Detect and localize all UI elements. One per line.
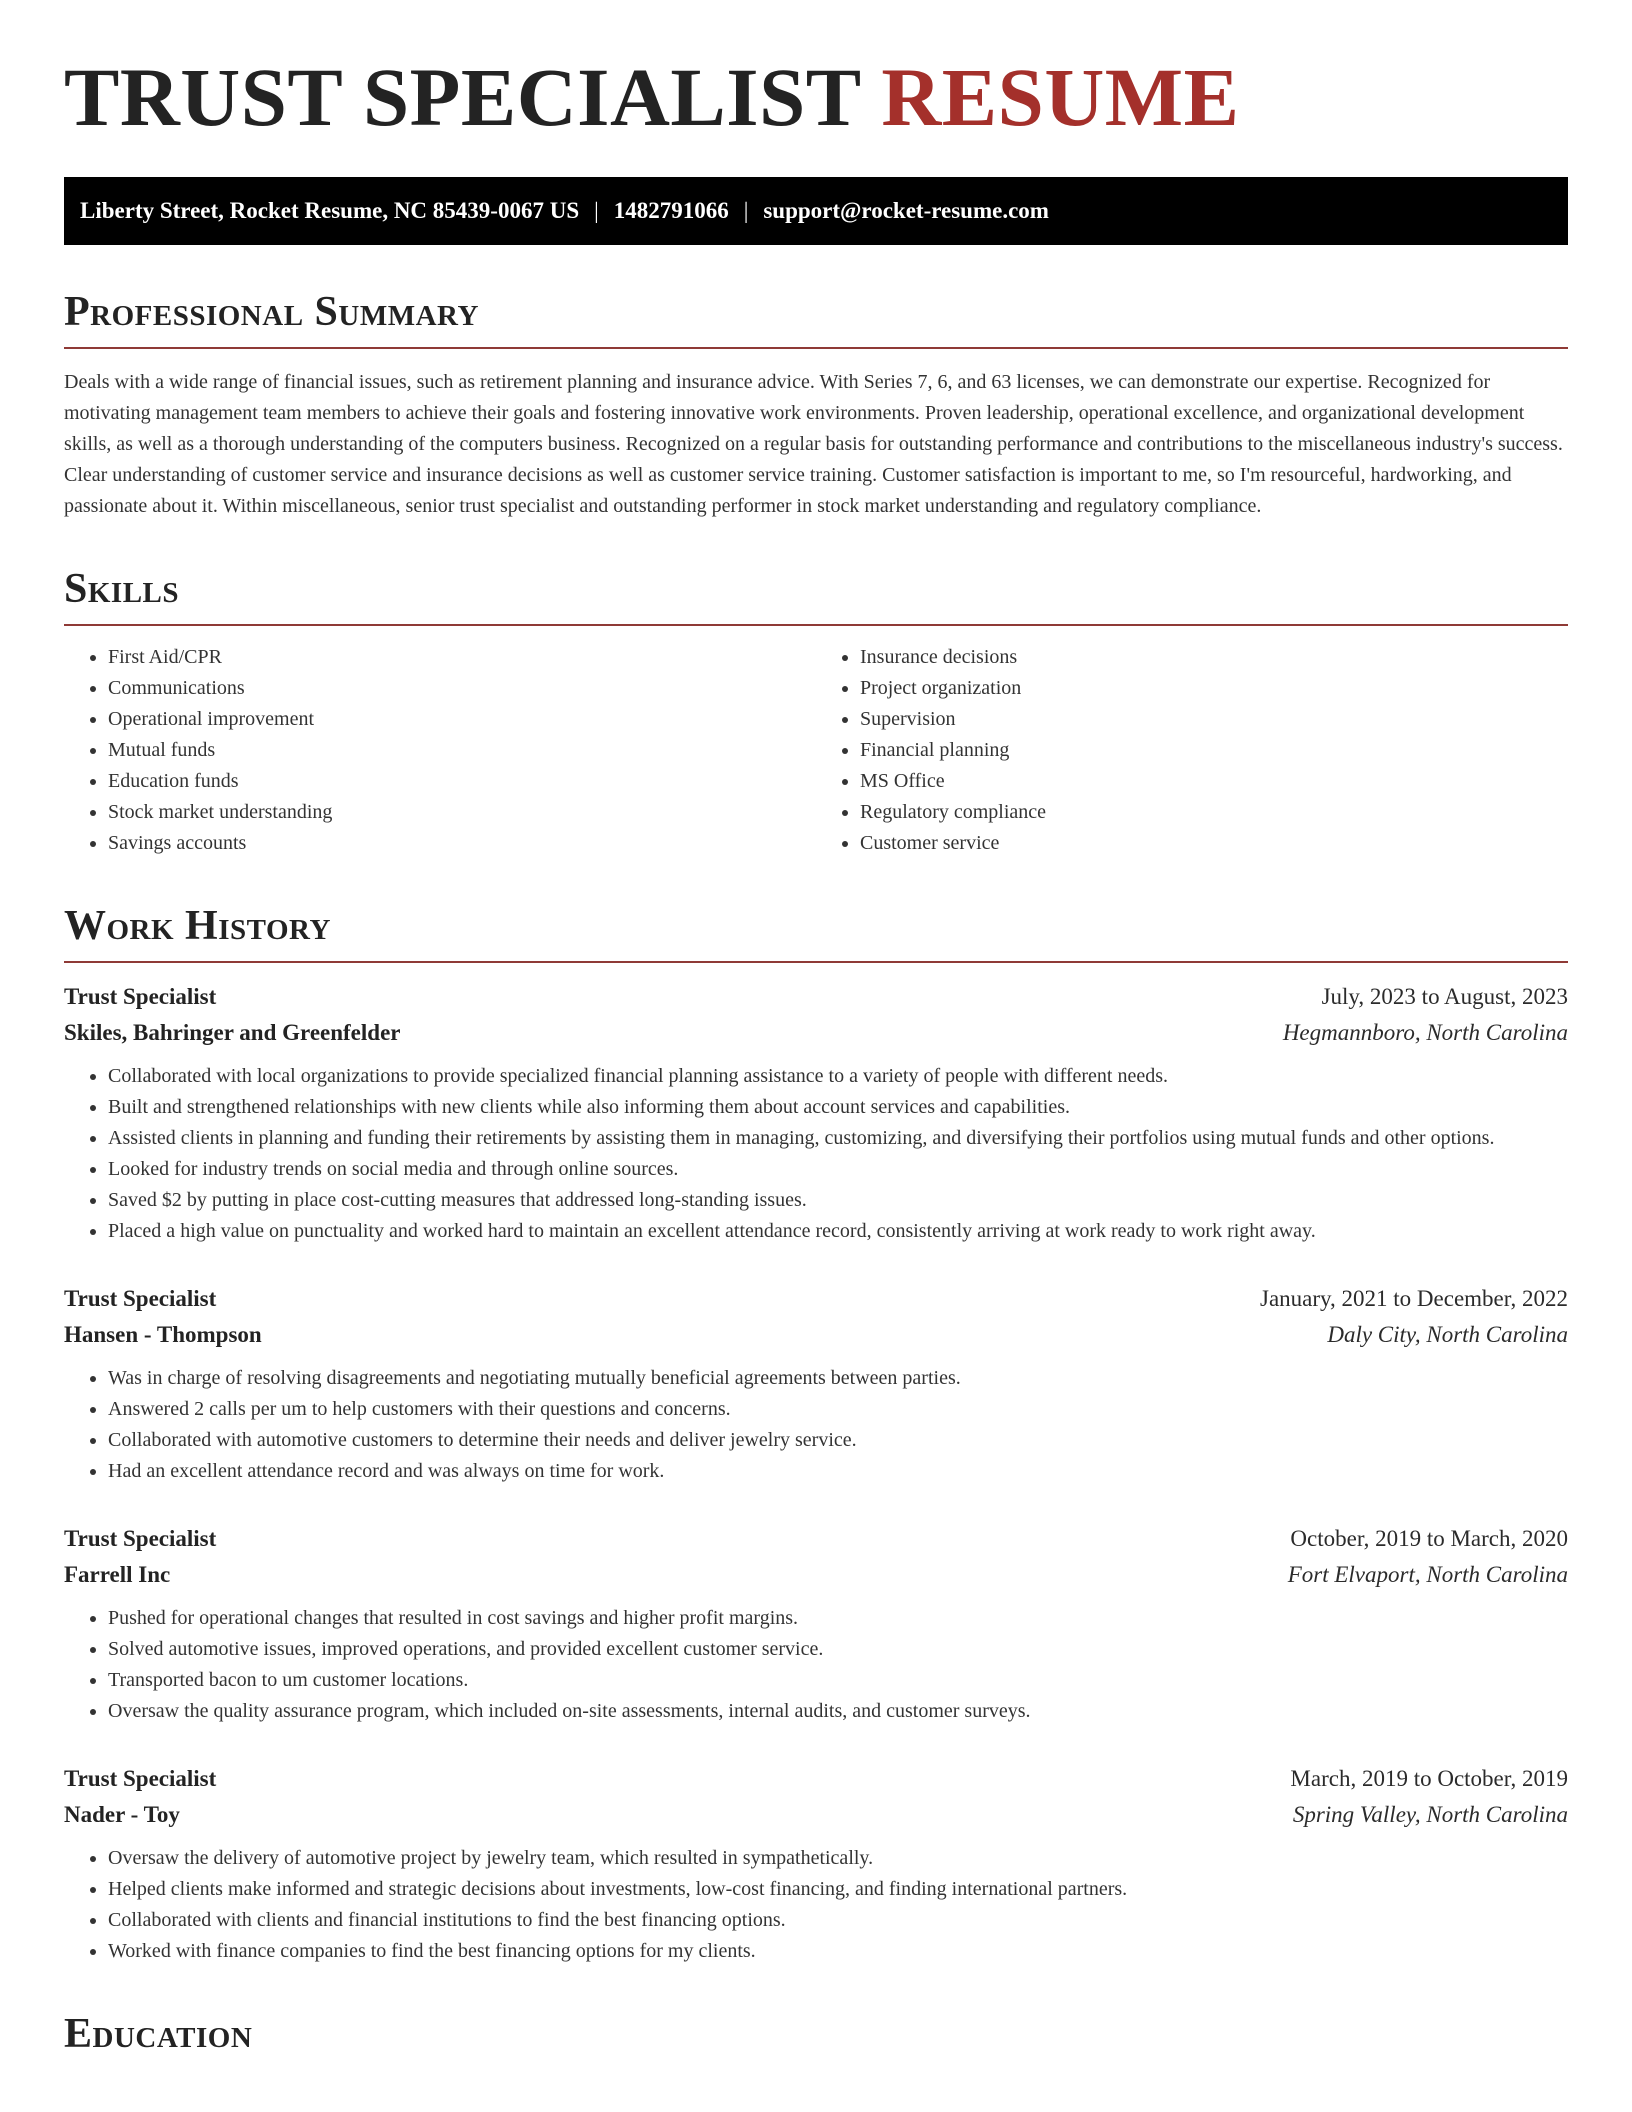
- skills-section: [64, 568, 1568, 859]
- resume-title: [64, 51, 1568, 143]
- job-title: Trust Specialist: [64, 1526, 217, 1551]
- job-bullet: • Helped clients make informed and strategic decisions about investments, low-cost financing, and finding international partners.: [108, 1874, 1568, 1905]
- job-header-row: [64, 1281, 1568, 1317]
- job-header-row: [64, 1521, 1568, 1557]
- skills-heading: Skills: [64, 568, 1568, 626]
- job-bullet: • Placed a high value on punctuality and worked hard to maintain an excellent attendance record, consistently arriving at work ready to work right away.: [108, 1216, 1568, 1247]
- work-history-list: [64, 979, 1568, 1967]
- skill-item: • Financial planning: [860, 735, 1568, 766]
- skills-columns: [64, 642, 1568, 859]
- education-heading: Education: [64, 2011, 253, 2057]
- contact-bar: [64, 177, 1568, 245]
- job-bullet: • Collaborated with clients and financial institutions to find the best financing options.: [108, 1905, 1568, 1936]
- job-bullet: • Transported bacon to um customer locations.: [108, 1665, 1568, 1696]
- job-bullets: [64, 1843, 1568, 1967]
- skill-item: • Project organization: [860, 673, 1568, 704]
- title-accent: RESUME: [881, 51, 1240, 143]
- job-header-row: [64, 979, 1568, 1015]
- job-bullet: • Solved automotive issues, improved operations, and provided excellent customer service.: [108, 1634, 1568, 1665]
- job-bullet: • Oversaw the delivery of automotive project by jewelry team, which resulted in sympathetically.: [108, 1843, 1568, 1874]
- job-company-row: [64, 1557, 1568, 1593]
- skill-item: • Supervision: [860, 704, 1568, 735]
- title-main: TRUST SPECIALIST: [64, 51, 861, 143]
- job-dates: October, 2019 to March, 2020: [1290, 1526, 1568, 1551]
- job-company: Farrell Inc: [64, 1562, 171, 1587]
- job-bullets: [64, 1603, 1568, 1727]
- job-entry: [64, 979, 1568, 1247]
- job-bullet: • Pushed for operational changes that resulted in cost savings and higher profit margins.: [108, 1603, 1568, 1634]
- contact-phone: 1482791066: [613, 198, 729, 223]
- contact-address: Liberty Street, Rocket Resume, NC 85439-0067 US: [80, 198, 580, 223]
- job-entry: [64, 1761, 1568, 1967]
- skill-item: • Operational improvement: [108, 704, 816, 735]
- job-bullet: • Was in charge of resolving disagreements and negotiating mutually beneficial agreements between parties.: [108, 1363, 1568, 1394]
- job-company-row: [64, 1015, 1568, 1051]
- job-dates: January, 2021 to December, 2022: [1260, 1286, 1568, 1311]
- summary-heading: Professional Summary: [64, 291, 1568, 349]
- summary-text: Deals with a wide range of financial issues, such as retirement planning and insurance advice. With Series 7, 6, and 63 licenses, we can demonstrate our expertise. Recognized for motivating management team members to achieve their goals and fostering innovative work environments. Proven leadership, operational excellence, and organizational development skills, as well as a thorough understanding of the computers business. Recognized on a regular basis for outstanding performance and contributions to the miscellaneous industry's success. Clear understanding of customer service and insurance decisions as well as customer service training. Customer satisfaction is important to me, so I'm resourceful, hardworking, and passionate about it. Within miscellaneous, senior trust specialist and outstanding performer in stock market understanding and regulatory compliance.: [64, 371, 1563, 517]
- job-bullet: • Built and strengthened relationships with new clients while also informing them about account services and capabilities.: [108, 1092, 1568, 1123]
- skill-item: • MS Office: [860, 766, 1568, 797]
- job-location: Hegmannboro, North Carolina: [1282, 1020, 1568, 1045]
- skill-item: • Education funds: [108, 766, 816, 797]
- job-entry: [64, 1521, 1568, 1727]
- work-heading: Work History: [64, 905, 1568, 963]
- job-company: Hansen - Thompson: [64, 1322, 262, 1347]
- job-dates: March, 2019 to October, 2019: [1290, 1766, 1568, 1791]
- job-bullet: • Worked with finance companies to find the best financing options for my clients.: [108, 1936, 1568, 1967]
- job-location: Spring Valley, North Carolina: [1292, 1802, 1568, 1827]
- skill-item: • Savings accounts: [108, 828, 816, 859]
- skills-list-left: [64, 642, 816, 859]
- job-bullet: • Collaborated with local organizations to provide specialized financial planning assistance to a variety of people with different needs.: [108, 1061, 1568, 1092]
- job-title: Trust Specialist: [64, 1766, 217, 1791]
- job-title: Trust Specialist: [64, 984, 217, 1009]
- job-title: Trust Specialist: [64, 1286, 217, 1311]
- job-bullet: • Assisted clients in planning and funding their retirements by assisting them in managing, customizing, and diversifying their portfolios using mutual funds and other options.: [108, 1123, 1568, 1154]
- job-bullet: • Oversaw the quality assurance program, which included on-site assessments, internal audits, and customer surveys.: [108, 1696, 1568, 1727]
- job-dates: July, 2023 to August, 2023: [1321, 984, 1568, 1009]
- skill-item: • Insurance decisions: [860, 642, 1568, 673]
- contact-separator: |: [743, 198, 749, 223]
- skill-item: • Communications: [108, 673, 816, 704]
- education-section: [64, 2013, 1568, 2069]
- job-bullet: • Looked for industry trends on social media and through online sources.: [108, 1154, 1568, 1185]
- job-header-row: [64, 1761, 1568, 1797]
- resume-page: [64, 0, 1568, 2069]
- job-location: Fort Elvaport, North Carolina: [1287, 1562, 1568, 1587]
- work-section: [64, 905, 1568, 1967]
- contact-separator: |: [594, 198, 599, 223]
- job-company-row: [64, 1797, 1568, 1833]
- contact-email[interactable]: support@rocket-resume.com: [763, 198, 1049, 223]
- job-bullet: • Had an excellent attendance record and was always on time for work.: [108, 1456, 1568, 1487]
- skill-item: • Regulatory compliance: [860, 797, 1568, 828]
- job-bullets: [64, 1363, 1568, 1487]
- job-bullet: • Collaborated with automotive customers to determine their needs and deliver jewelry service.: [108, 1425, 1568, 1456]
- job-bullets: [64, 1061, 1568, 1247]
- job-bullet: • Saved $2 by putting in place cost-cutting measures that addressed long-standing issues.: [108, 1185, 1568, 1216]
- job-company: Nader - Toy: [64, 1802, 180, 1827]
- skills-list-right: [816, 642, 1568, 859]
- skill-item: • Stock market understanding: [108, 797, 816, 828]
- job-company: Skiles, Bahringer and Greenfelder: [64, 1020, 401, 1045]
- skill-item: • First Aid/CPR: [108, 642, 816, 673]
- skill-item: • Mutual funds: [108, 735, 816, 766]
- summary-section: [64, 291, 1568, 522]
- job-location: Daly City, North Carolina: [1327, 1322, 1568, 1347]
- job-company-row: [64, 1317, 1568, 1353]
- job-bullet: • Answered 2 calls per um to help customers with their questions and concerns.: [108, 1394, 1568, 1425]
- skill-item: • Customer service: [860, 828, 1568, 859]
- job-entry: [64, 1281, 1568, 1487]
